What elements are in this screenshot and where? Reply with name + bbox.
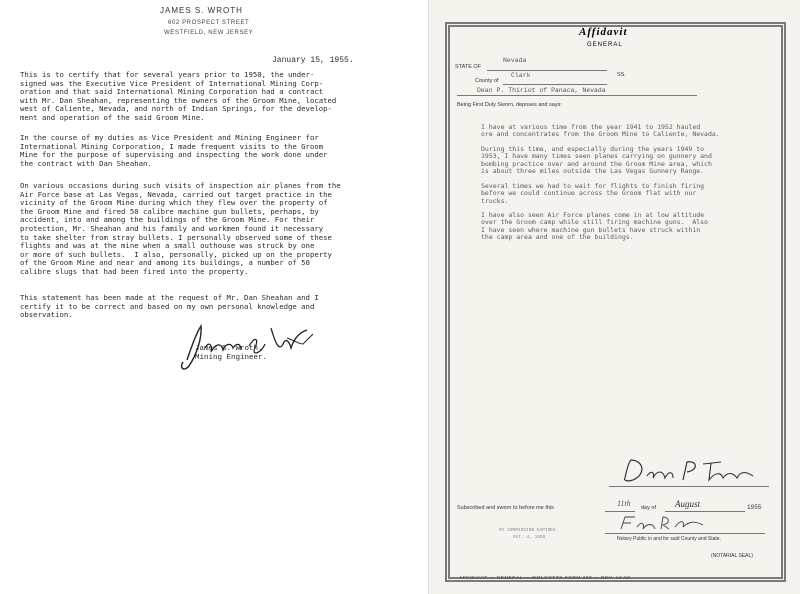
notarial-seal: (NOTARIAL SEAL)	[711, 553, 753, 559]
state-label: STATE OF	[455, 64, 482, 70]
affidavit-footer: AFFIDAVIT — GENERAL — WOLCOTTS FORM 290 — REV. 12-50	[459, 576, 631, 581]
letterhead-address: 602 PROSPECT STREET	[168, 20, 250, 26]
county-label: County of	[475, 78, 499, 84]
letter-paragraph-3: On various occasions during such visits of inspection air planes from the Air Force base at Las Vegas, Nevada, carried out target practice in the vicinity of the Groom Mine during which they flew over the property of the Groom Mine and fired 50 calibre machine gun bullets, perhaps, by accident, into and among the buildings of the Groom Mine. For their protection, Mr. Sheahan and his family and workmen found it necessary to take shelter from stray bullets. I personally observed some of these flights and was at the mine when a small outhouse was struck by one or more of such bullets. I also, personally, picked up on the property of the Groom Mine and near and among its buildings, a number of 50 calibre slugs that had been fired into the property.	[20, 181, 341, 276]
affiant-line	[457, 95, 697, 96]
affidavit-subtitle: GENERAL	[587, 42, 623, 48]
letter-paragraph-2: In the course of my duties as Vice President and Mining Engineer for International Mining Corporation, I made frequent visits to the Groom Mine for the purpose of supervising and inspecting the work done under the contract with Dan Sheahan.	[20, 133, 328, 168]
affidavit-paragraph-4: I have also seen Air Force planes come in at low altitude over the Groom camp while still firing machine guns. Also I have seen where machine gun bullets have struck within the camp area and one of the buildings.	[481, 211, 708, 242]
county-value: Clark	[511, 72, 531, 79]
day-line	[605, 511, 635, 512]
letter-page	[0, 0, 395, 594]
stamp-line-2: Oct. 4, 1955	[513, 535, 546, 540]
affiant-name: Dean P. Thiriot of Panaca, Nevada	[477, 87, 606, 94]
notary-caption: Notary Public in and for said County and State.	[617, 536, 721, 542]
day-of-label: day of	[641, 505, 656, 511]
letterhead-name: JAMES S. WROTH	[160, 6, 243, 15]
notary-signature	[617, 515, 707, 533]
letterhead-city: WESTFIELD, NEW JERSEY	[164, 30, 254, 36]
subscribed-text: Subscribed and sworn to before me this	[457, 505, 554, 511]
year-value: 1955	[747, 504, 762, 511]
state-value: Nevada	[503, 57, 527, 64]
sworn-line: Being First Duly Sworn, deposes and says:	[457, 102, 562, 108]
affidavit-paragraph-2: During this time, and especially during the years 1949 to 1953, I have many times seen planes carrying on gunnery and bombing practice over and around the Groom Mine area, which is about three miles outside the Las Vegas Gunnery Range.	[481, 145, 712, 176]
affidavit-paragraph-1: I have at various time from the year 1941 to 1952 hauled ore and concentrates from the Groom Mine to Caliente, Nevada.	[481, 123, 720, 139]
ss-label: SS.	[617, 72, 626, 78]
month-value: August	[675, 499, 701, 509]
stamp-line-1: MY COMMISSION EXPIRES	[499, 528, 556, 533]
affidavit-title: Affidavit	[579, 26, 628, 38]
letter-paragraph-1: This is to certify that for several years prior to 1950, the under- signed was the Executive Vice President of International Mining Corp- oration and that said International Mining Corporation had a contract with Mr. Dan Sheahan, representing the owners of the Groom Mine, located west of Caliente, Nevada, and north of Indian Springs, for the develop- ment and operation of the said Groom Mine.	[20, 70, 337, 122]
day-value: 11th	[617, 499, 631, 508]
month-line	[665, 511, 745, 512]
county-line	[503, 84, 607, 85]
letter-date: January 15, 1955.	[272, 56, 354, 65]
affidavit-paragraph-3: Several times we had to wait for flights to finish firing before we could continue across the Groom flat with our trucks.	[481, 182, 705, 205]
affiant-signature-line	[609, 486, 769, 487]
signer-name: James S. Wroth.	[195, 345, 263, 353]
state-line	[487, 70, 607, 71]
affidavit-page	[428, 0, 800, 594]
letter-paragraph-4: This statement has been made at the request of Mr. Dan Sheahan and I certify it to be correct and based on my own personal knowledge and observation.	[20, 293, 319, 320]
affiant-signature	[617, 456, 757, 486]
notary-line	[605, 533, 765, 534]
signer-title: Mining Engineer.	[195, 354, 268, 362]
